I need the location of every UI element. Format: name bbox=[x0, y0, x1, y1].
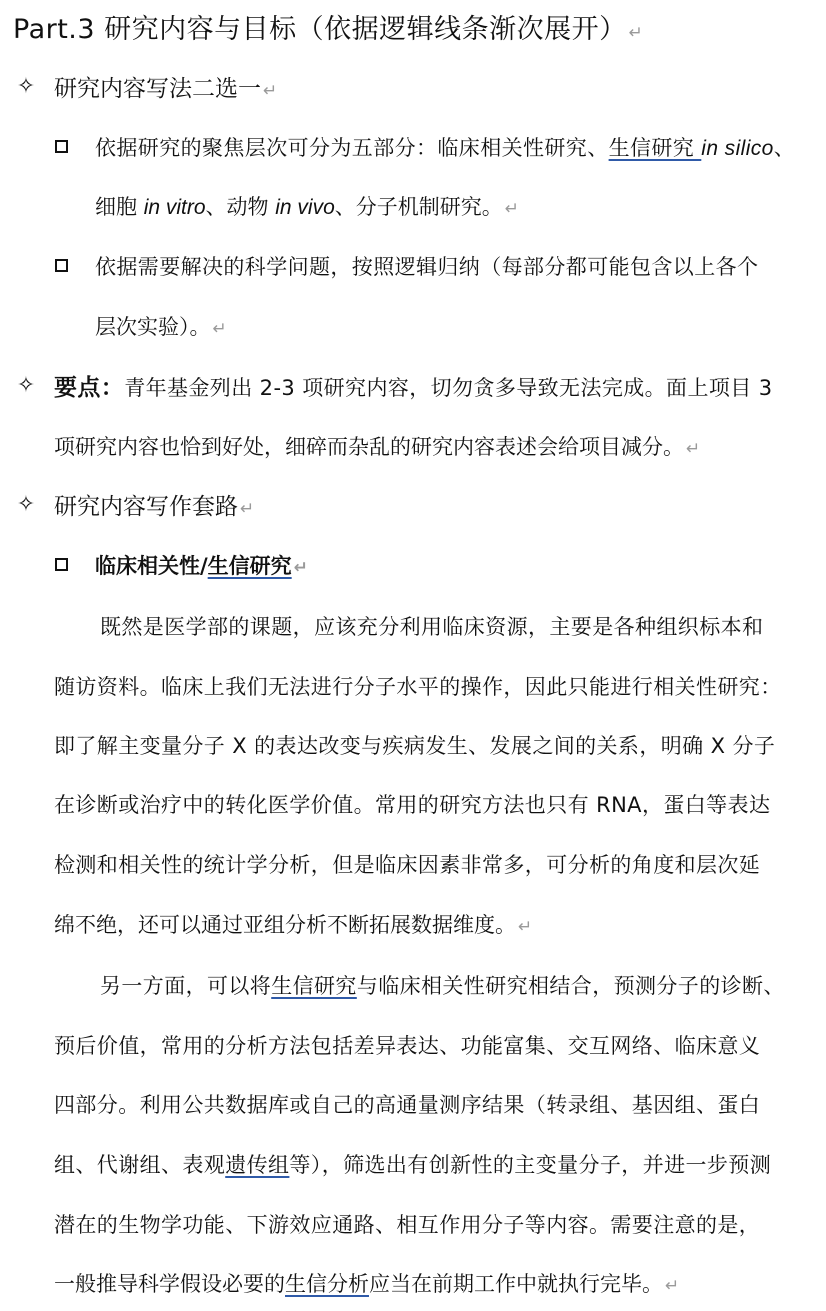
paragraph-mark-icon: ↵ bbox=[504, 199, 520, 219]
key-point-line-2 bbox=[54, 432, 700, 462]
text: 、分子机制研究。 bbox=[334, 195, 503, 219]
text: 与临床相关性研究相结合，预测分子的诊断、 bbox=[356, 974, 785, 998]
body-line-last bbox=[54, 910, 532, 940]
page-title bbox=[13, 12, 643, 48]
body-line: 预后价值，常用的分析方法包括差异表达、功能富集、交互网络、临床意义 bbox=[54, 1034, 761, 1058]
option-1-line-2 bbox=[95, 192, 519, 222]
text: 依据研究的聚焦层次可分为五部分：临床相关性研究、 bbox=[95, 136, 609, 160]
body-line bbox=[100, 971, 785, 1001]
italic-term: in silico bbox=[701, 137, 774, 160]
spell-underlined-term[interactable]: 遗传组 bbox=[225, 1153, 290, 1177]
text: 组、代谢组、表观 bbox=[54, 1153, 226, 1177]
section-heading-writing-options bbox=[54, 74, 277, 104]
paragraph-mark-icon: ↵ bbox=[263, 81, 278, 101]
spell-underlined-term[interactable]: 生信研究 bbox=[271, 974, 357, 998]
text: 绵不绝，还可以通过亚组分析不断拓展数据维度。 bbox=[54, 913, 516, 937]
text: 等），筛选出有创新性的主变量分子，并进一步预测 bbox=[289, 1153, 772, 1177]
diamond-bullet-icon: ✧ bbox=[16, 492, 36, 517]
italic-term: in vivo bbox=[275, 196, 335, 219]
body-line-last bbox=[54, 1269, 679, 1299]
body-line: 即了解主变量分子 X 的表达改变与疾病发生、发展之间的关系，明确 X 分子 bbox=[54, 734, 776, 758]
body-line: 随访资料。临床上我们无法进行分子水平的操作，因此只能进行相关性研究： bbox=[54, 675, 782, 699]
section-heading-writing-routine bbox=[54, 492, 254, 522]
text: 青年基金列出 2-3 项研究内容，切勿贪多导致无法完成。面上项目 3 bbox=[124, 376, 773, 400]
text: 另一方面，可以将 bbox=[100, 974, 272, 998]
text: 项研究内容也恰到好处，细碎而杂乱的研究内容表述会给项目减分。 bbox=[54, 435, 684, 459]
heading-text: 研究内容写法二选一 bbox=[54, 76, 261, 102]
diamond-bullet-icon: ✧ bbox=[16, 74, 36, 99]
text: 依据需要解决的科学问题，按照逻辑归纳（每部分都可能包含以上各个 bbox=[95, 255, 759, 279]
checkbox-bullet-icon bbox=[55, 140, 68, 153]
heading-text: 研究内容写作套路 bbox=[54, 494, 238, 520]
body-line: 检测和相关性的统计学分析，但是临床因素非常多，可分析的角度和层次延 bbox=[54, 853, 761, 877]
option-2-line-2 bbox=[95, 312, 227, 342]
text: 一般推导科学假设必要的 bbox=[54, 1272, 285, 1296]
text: 临床相关性/ bbox=[95, 554, 208, 578]
checkbox-bullet-icon bbox=[55, 558, 68, 571]
paragraph-mark-icon: ↵ bbox=[293, 558, 308, 578]
paragraph-mark-icon: ↵ bbox=[665, 1276, 680, 1296]
italic-term: in vitro bbox=[143, 196, 206, 219]
text: 层次实验）。 bbox=[95, 315, 211, 339]
body-line: 四部分。利用公共数据库或自己的高通量测序结果（转录组、基因组、蛋白 bbox=[54, 1093, 761, 1117]
text: 、 bbox=[773, 136, 796, 160]
body-line: 既然是医学部的课题，应该充分利用临床资源，主要是各种组织标本和 bbox=[100, 615, 764, 639]
spell-underlined-term[interactable]: 生信分析 bbox=[285, 1272, 369, 1296]
body-line: 潜在的生物学功能、下游效应通路、相互作用分子等内容。需要注意的是， bbox=[54, 1213, 761, 1237]
spell-underlined-term[interactable]: 生信研究 bbox=[207, 554, 292, 578]
diamond-bullet-icon: ✧ bbox=[16, 373, 36, 398]
body-line bbox=[54, 1150, 771, 1180]
subheading-clinical-bioinformatics bbox=[95, 551, 308, 581]
text: 细胞 bbox=[95, 195, 144, 219]
text: 、动物 bbox=[205, 195, 276, 219]
paragraph-mark-icon: ↵ bbox=[518, 917, 533, 937]
key-point-line-1 bbox=[54, 373, 773, 403]
option-2-line-1 bbox=[95, 252, 758, 282]
body-line: 在诊断或治疗中的转化医学价值。常用的研究方法也只有 RNA，蛋白等表达 bbox=[54, 793, 771, 817]
paragraph-mark-icon: ↵ bbox=[686, 439, 701, 459]
text: 应当在前期工作中就执行完毕。 bbox=[369, 1272, 663, 1296]
paragraph-mark-icon: ↵ bbox=[240, 499, 255, 519]
spell-underlined-term[interactable]: 生信研究 bbox=[608, 136, 702, 160]
paragraph-mark-icon: ↵ bbox=[628, 23, 644, 43]
paragraph-mark-icon: ↵ bbox=[212, 319, 227, 339]
title-text: Part.3 研究内容与目标（依据逻辑线条渐次展开） bbox=[13, 14, 627, 45]
key-label: 要点： bbox=[54, 375, 125, 401]
checkbox-bullet-icon bbox=[55, 259, 68, 272]
option-1-line-1 bbox=[95, 133, 795, 163]
